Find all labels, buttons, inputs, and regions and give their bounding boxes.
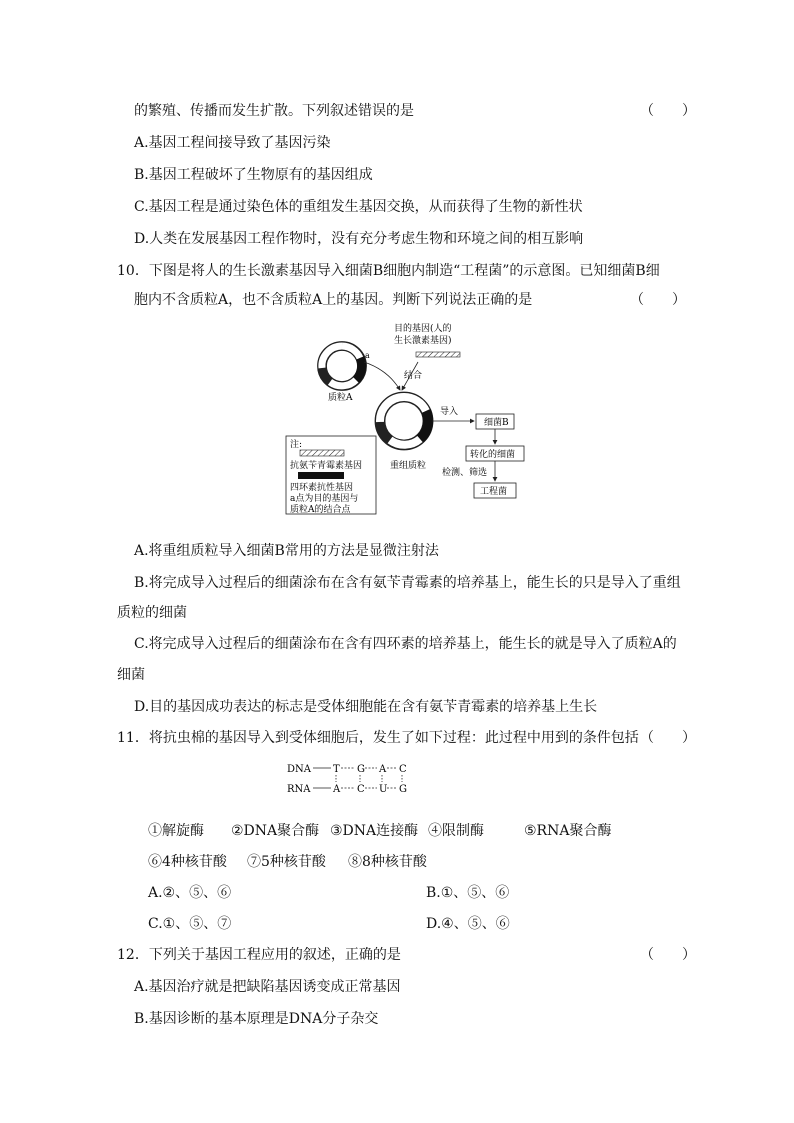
dna-base-2: G xyxy=(357,764,365,775)
dna-base-3: A xyxy=(379,764,387,775)
q11-item-2: ②DNA聚合酶 xyxy=(231,823,320,839)
q12-option-a: A.基因治疗就是把缺陷基因诱变成正常基因 xyxy=(134,979,401,995)
label-engineered: 工程菌 xyxy=(480,487,508,497)
label-target-gene-1: 目的基因(人的 xyxy=(394,324,452,334)
dna-label: DNA xyxy=(287,764,311,775)
q11-answer-blank: （ ） xyxy=(640,730,696,746)
q9-answer-blank: （ ） xyxy=(640,103,696,119)
q10-option-c-line2: 细菌 xyxy=(117,667,145,683)
q11-item-3: ③DNA连接酶 xyxy=(330,823,419,839)
legend-tet-icon xyxy=(298,472,344,479)
q10-diagram xyxy=(280,318,530,520)
q11-item-7: ⑦5种核苷酸 xyxy=(247,854,326,870)
q10-stem-line2: 胞内不含质粒A，也不含质粒A上的基因。判断下列说法正确的是 xyxy=(134,292,533,308)
q11-item-5: ⑤RNA聚合酶 xyxy=(524,823,612,839)
q9-option-b: B.基因工程破坏了生物原有的基因组成 xyxy=(134,167,373,183)
q10-option-a: A.将重组质粒导入细菌B常用的方法是显微注射法 xyxy=(134,543,439,559)
q11-option-a: A.②、⑤、⑥ xyxy=(148,885,232,901)
q11-stem: 11．将抗虫棉的基因导入到受体细胞后，发生了如下过程：此过程中用到的条件包括 xyxy=(117,730,639,746)
target-gene-icon xyxy=(416,352,460,357)
legend-a-1: a点为目的基因与 xyxy=(290,494,359,504)
q11-option-c: C.①、⑤、⑦ xyxy=(148,916,232,932)
q12-option-b: B.基因诊断的基本原理是DNA分子杂交 xyxy=(134,1011,379,1027)
label-bacteria-b: 细菌B xyxy=(484,418,509,428)
q9-option-c: C.基因工程是通过染色体的重组发生基因交换，从而获得了生物的新性状 xyxy=(134,199,583,215)
recombinant-plasmid-icon xyxy=(375,392,433,450)
label-a: a xyxy=(365,351,370,360)
q10-option-b-line2: 质粒的细菌 xyxy=(117,605,187,621)
q11-item-4: ④限制酶 xyxy=(428,823,484,839)
q12-stem: 12．下列关于基因工程应用的叙述，正确的是 xyxy=(117,947,401,963)
q9-stem: 的繁殖、传播而发生扩散。下列叙述错误的是 xyxy=(134,103,414,119)
label-combine: 结合 xyxy=(404,371,423,381)
legend-a-2: 质粒A的结合点 xyxy=(290,505,351,515)
q12-answer-blank: （ ） xyxy=(640,947,696,963)
plasmid-a-icon xyxy=(318,342,367,391)
q11-option-b: B.①、⑤、⑥ xyxy=(426,885,510,901)
rna-base-3: U xyxy=(379,784,388,795)
legend-amp-icon xyxy=(300,450,344,456)
q10-option-c-line1: C.将完成导入过程后的细菌涂布在含有四环素的培养基上，能生长的就是导入了质粒A的 xyxy=(134,636,677,652)
label-target-gene-2: 生长激素基因) xyxy=(394,336,452,346)
rna-base-4: G xyxy=(399,784,407,795)
dna-base-4: C xyxy=(399,764,407,775)
q10-stem-line1: 10．下图是将人的生长激素基因导入细菌B细胞内制造“工程菌”的示意图。已知细菌B细 xyxy=(117,263,660,279)
q11-item-1: ①解旋酶 xyxy=(148,823,204,839)
q9-option-d: D.人类在发展基因工程作物时，没有充分考虑生物和环境之间的相互影响 xyxy=(134,231,584,247)
q11-dna-rna-diagram xyxy=(285,758,415,800)
rna-base-2: C xyxy=(357,784,365,795)
q10-option-b-line1: B.将完成导入过程后的细菌涂布在含有氨苄青霉素的培养基上，能生长的只是导入了重组 xyxy=(134,575,681,591)
rna-base-1: A xyxy=(333,784,341,795)
legend-title: 注: xyxy=(290,440,303,450)
label-transformed: 转化的细菌 xyxy=(470,450,516,460)
legend-tet: 四环素抗性基因 xyxy=(290,483,354,493)
label-recombinant: 重组质粒 xyxy=(390,461,427,471)
q10-option-d: D.目的基因成功表达的标志是受体细胞能在含有氨苄青霉素的培养基上生长 xyxy=(134,699,598,715)
label-import: 导入 xyxy=(440,407,459,417)
q11-option-d: D.④、⑤、⑥ xyxy=(426,916,510,932)
q10-answer-blank: （ ） xyxy=(630,292,686,308)
rna-label: RNA xyxy=(287,784,311,795)
q11-item-8: ⑧8种核苷酸 xyxy=(348,854,427,870)
dna-base-1: T xyxy=(333,764,340,775)
label-plasmid-a: 质粒A xyxy=(328,393,353,403)
label-screen: 检测、筛选 xyxy=(442,468,488,478)
q9-option-a: A.基因工程间接导致了基因污染 xyxy=(134,135,331,151)
legend-amp: 抗氨苄青霉素基因 xyxy=(290,461,363,471)
q11-item-6: ⑥4种核苷酸 xyxy=(148,854,227,870)
